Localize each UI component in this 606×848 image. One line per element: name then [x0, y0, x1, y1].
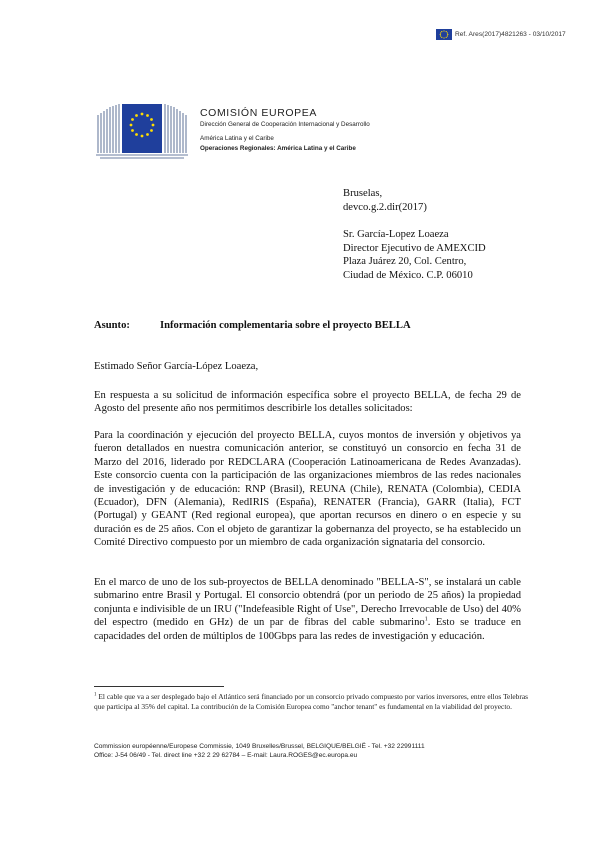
footnote-number: 1	[94, 692, 97, 698]
recipient-title: Director Ejecutivo de AMEXCID	[343, 242, 486, 254]
paragraph-request: En respuesta a su solicitud de información específica sobre el proyecto BELLA, de fecha 29 de Agosto del presente año nos permitimos describirle los detalles solicitados:	[94, 390, 521, 415]
operations-unit: Operaciones Regionales: América Latina y el Caribe	[200, 144, 356, 152]
recipient-city: Ciudad de México. C.P. 06010	[343, 269, 473, 281]
footer-contact: Office: J-54 06/49 - Tel. direct line +32 2 29 62784 – E-mail: Laura.ROGES@ec.europa.eu	[94, 752, 358, 760]
footnote-reference: 1	[424, 616, 428, 623]
subject-text: Información complementaria sobre el proyecto BELLA	[160, 320, 411, 331]
paragraph-bella-s-end: . Esto se traduce en capacidades del orden de múltiplos de 100Gbps para las redes de investigación y educación.	[94, 617, 521, 642]
reference-stamp-text: Ref. Ares(2017)4821263 - 03/10/2017	[455, 31, 566, 38]
recipient-street: Plaza Juárez 20, Col. Centro,	[343, 256, 467, 268]
letter-footer	[94, 742, 425, 761]
salutation: Estimado Señor García-López Loaeza,	[94, 361, 259, 372]
directorate-general: Dirección General de Cooperación Internacional y Desarrollo	[200, 121, 370, 128]
reference-stamp	[436, 29, 566, 40]
paragraph-consortium: Para la coordinación y ejecución del proyecto BELLA, cuyos montos de inversión y objetivos ya fueron detallados en nuestra comunicación anterior, se constituyó un consorcio en fecha 31 de Marzo del 2016, liderado por REDCLARA (Cooperación Latinoamericana de Redes Avanzadas). Este consorcio cuenta con la participación de las organizaciones miembros de las redes nacionales de investigación y de educación: RNP (Brasil), REUNA (Chile), RENATA (Colombia), CEDIA (Ecuador), DFN (Alemania), RedIRIS (España), RENATER (Francia), GARR (Italia), FCT (Portugal) y GEANT (Red regional europea), que aportan recursos en dinero o en especie y su duración es de 25 años. Con el objeto de garantizar la gobernanza del proyecto, se ha establecido un Comité Directivo compuesto por un miembro de cada organización signataria del consorcio.	[94, 430, 521, 549]
unit-name: América Latina y el Caribe	[200, 135, 274, 143]
eu-flag-icon	[436, 29, 452, 40]
organization-name: COMISIÓN EUROPEA	[200, 107, 317, 119]
address-block	[343, 187, 486, 283]
footnote-divider	[94, 686, 224, 687]
footnote	[94, 692, 528, 712]
european-commission-logo	[96, 101, 188, 161]
footnote-text: El cable que va a ser desplegado bajo el Atlántico será financiado por un consorcio privado compuesto por varios inversores, entre ellos Telebras que participa al 35% del capital. La contribución de la Comisión Europea como "anchor tenant" es fundamental en la viabilidad del proyecto.	[94, 692, 528, 712]
place-line: Bruselas,	[343, 188, 383, 199]
footer-address: Commission européenne/Europese Commissie, 1049 Bruxelles/Brussel, BELGIQUE/BELGIË - Tel. +32 22991111	[94, 743, 425, 750]
reference-line: devco.g.2.dir(2017)	[343, 201, 427, 213]
paragraph-bella-s	[94, 576, 521, 643]
recipient-name: Sr. García-Lopez Loaeza	[343, 229, 449, 241]
subject-label: Asunto:	[94, 320, 130, 331]
department-header	[200, 107, 370, 153]
paragraph-bella-s-text: En el marco de uno de los sub-proyectos de BELLA denominado "BELLA-S", se instalará un cable submarino entre Brasil y Portugal. El consorcio obtendrá (por un periodo de 25 años) la propiedad conjunta e indivisible de un IRU ("Indefeasible Right of Use", Derecho Irrevocable de Uso) del 40% del espectro (medido en GHz) de un par de fibras del cable submarino	[94, 577, 521, 629]
